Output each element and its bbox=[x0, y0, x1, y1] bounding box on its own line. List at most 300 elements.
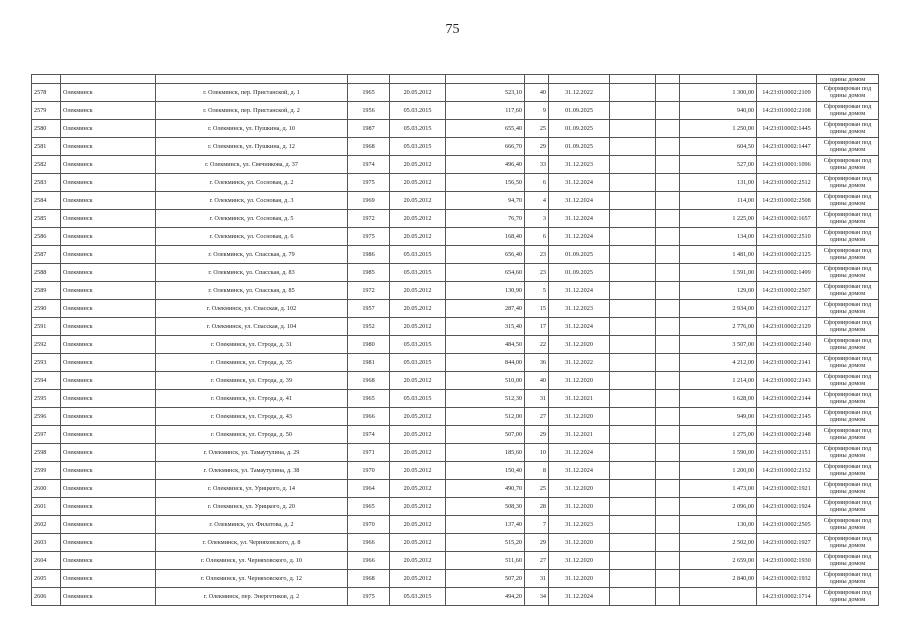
cell-note: Сформирован под одины домом bbox=[817, 408, 879, 426]
cell-year: 1968 bbox=[348, 372, 390, 390]
cell-cadastral-number: 14:23:010002:1447 bbox=[757, 138, 817, 156]
cell-deadline: 31.12.2024 bbox=[549, 318, 610, 336]
cell-note: Сформирован под одины домом bbox=[817, 570, 879, 588]
cell-cadastral-number: 14:23:010002:1657 bbox=[757, 210, 817, 228]
continuation-row bbox=[32, 75, 879, 84]
cell-empty bbox=[610, 426, 656, 444]
cell-deadline: 31.12.2020 bbox=[549, 372, 610, 390]
table-row bbox=[32, 570, 879, 588]
cell-area: 655,40 bbox=[446, 120, 525, 138]
table-row bbox=[32, 372, 879, 390]
cell-cadastral-number: 14:23:010002:2143 bbox=[757, 372, 817, 390]
cell-deadline: 31.12.2024 bbox=[549, 192, 610, 210]
cell-amount: 1 200,00 bbox=[680, 462, 757, 480]
cell-cadastral-number: 14:23:010002:2140 bbox=[757, 336, 817, 354]
cell-empty bbox=[656, 462, 680, 480]
cell-number: 2595 bbox=[32, 390, 61, 408]
table-row bbox=[32, 516, 879, 534]
cell-cadastral-number: 14:23:010002:2108 bbox=[757, 102, 817, 120]
cell-number: 2605 bbox=[32, 570, 61, 588]
cell-number: 2589 bbox=[32, 282, 61, 300]
cell-area: 656,40 bbox=[446, 246, 525, 264]
cell-empty bbox=[610, 462, 656, 480]
cell-district: Олекминск bbox=[61, 264, 156, 282]
cell-date-registered: 20.05.2012 bbox=[390, 282, 446, 300]
cell-note: Сформирован под одины домом bbox=[817, 498, 879, 516]
cell-year: 1975 bbox=[348, 588, 390, 606]
cell-year: 1965 bbox=[348, 390, 390, 408]
cell-date-registered: 20.05.2012 bbox=[390, 84, 446, 102]
cell-number: 2603 bbox=[32, 534, 61, 552]
cell-area: 168,40 bbox=[446, 228, 525, 246]
cell-area: 137,40 bbox=[446, 516, 525, 534]
table-row bbox=[32, 102, 879, 120]
cell-number: 2602 bbox=[32, 516, 61, 534]
cell-number: 2585 bbox=[32, 210, 61, 228]
cell-year: 1974 bbox=[348, 426, 390, 444]
cell-empty bbox=[610, 210, 656, 228]
cell-empty bbox=[610, 588, 656, 606]
cell-wear-percent: 8 bbox=[525, 462, 549, 480]
table-row bbox=[32, 264, 879, 282]
cell-date-registered: 20.05.2012 bbox=[390, 300, 446, 318]
cell-empty bbox=[610, 480, 656, 498]
cell-year: 1987 bbox=[348, 120, 390, 138]
cell-empty bbox=[610, 444, 656, 462]
cell-note: Сформирован под одины домом bbox=[817, 264, 879, 282]
cell-district: Олекминск bbox=[61, 192, 156, 210]
cell-year: 1974 bbox=[348, 156, 390, 174]
cell-cadastral-number: 14:23:010002:1921 bbox=[757, 480, 817, 498]
cell-district: Олекминск bbox=[61, 336, 156, 354]
cell-area: 130,90 bbox=[446, 282, 525, 300]
cell-date-registered: 20.05.2012 bbox=[390, 156, 446, 174]
table-row bbox=[32, 174, 879, 192]
cell-wear-percent: 6 bbox=[525, 174, 549, 192]
cell-deadline: 31.12.2020 bbox=[549, 480, 610, 498]
cell-deadline: 31.12.2024 bbox=[549, 444, 610, 462]
table-row bbox=[32, 390, 879, 408]
cell-number: 2583 bbox=[32, 174, 61, 192]
cell-note: Сформирован под одины домом bbox=[817, 210, 879, 228]
cell-empty bbox=[610, 372, 656, 390]
cell-address: г. Олекминск, ул. Черняховского, д. 8 bbox=[156, 534, 348, 552]
cell-cadastral-number: 14:23:010002:1445 bbox=[757, 120, 817, 138]
cell-number: 2580 bbox=[32, 120, 61, 138]
cell-empty bbox=[656, 426, 680, 444]
cell-year: 1975 bbox=[348, 174, 390, 192]
cell-address: г. Олекминск, ул. Строда, д. 43 bbox=[156, 408, 348, 426]
cell-cadastral-number: 14:23:010002:1714 bbox=[757, 588, 817, 606]
cell-empty bbox=[656, 408, 680, 426]
cell-area: 287,40 bbox=[446, 300, 525, 318]
cell-cadastral-number: 14:23:010002:2512 bbox=[757, 174, 817, 192]
cell-date-registered: 20.05.2012 bbox=[390, 426, 446, 444]
cell-number: 2604 bbox=[32, 552, 61, 570]
cell-date-registered: 05.03.2015 bbox=[390, 354, 446, 372]
cell-date-registered: 20.05.2012 bbox=[390, 516, 446, 534]
cell-empty bbox=[610, 354, 656, 372]
cell-district: Олекминск bbox=[61, 390, 156, 408]
cell-address: г. Олекминск, пер. Пристанской, д. 2 bbox=[156, 102, 348, 120]
table-row bbox=[32, 300, 879, 318]
cell-area: 515,20 bbox=[446, 534, 525, 552]
cell-wear-percent: 40 bbox=[525, 372, 549, 390]
cell-empty bbox=[656, 84, 680, 102]
table-row bbox=[32, 534, 879, 552]
cell-amount: 1 214,00 bbox=[680, 372, 757, 390]
cell-address: г. Олекминск, ул. Черняховского, д. 10 bbox=[156, 552, 348, 570]
cell-note: Сформирован под одины домом bbox=[817, 246, 879, 264]
cell-deadline: 31.12.2024 bbox=[549, 462, 610, 480]
cell-cadastral-number: 14:23:010001:1096 bbox=[757, 156, 817, 174]
cell-empty bbox=[610, 282, 656, 300]
cell-amount bbox=[680, 588, 757, 606]
cell-note: Сформирован под одины домом bbox=[817, 282, 879, 300]
cell-address: г. Олекминск, ул. Спасская, д. 102 bbox=[156, 300, 348, 318]
table-row bbox=[32, 462, 879, 480]
cell-cadastral-number: 14:23:010002:2129 bbox=[757, 318, 817, 336]
cell-amount: 2 502,00 bbox=[680, 534, 757, 552]
cell-empty bbox=[656, 318, 680, 336]
table-row bbox=[32, 480, 879, 498]
cell-amount: 2 840,00 bbox=[680, 570, 757, 588]
cell-year: 1966 bbox=[348, 408, 390, 426]
cell-empty bbox=[610, 120, 656, 138]
cell-amount: 949,00 bbox=[680, 408, 757, 426]
cell-number: 2594 bbox=[32, 372, 61, 390]
cell-wear-percent: 31 bbox=[525, 570, 549, 588]
cell-wear-percent: 3 bbox=[525, 210, 549, 228]
cell-address: г. Олекминск, ул. Урицкого, д. 20 bbox=[156, 498, 348, 516]
cell-year: 1965 bbox=[348, 84, 390, 102]
cell-year: 1970 bbox=[348, 516, 390, 534]
cell-year: 1968 bbox=[348, 138, 390, 156]
cell-area: 496,40 bbox=[446, 156, 525, 174]
cell-date-registered: 20.05.2012 bbox=[390, 228, 446, 246]
cell-year: 1966 bbox=[348, 534, 390, 552]
cell-empty bbox=[610, 138, 656, 156]
cell-empty bbox=[656, 264, 680, 282]
cell-deadline: 01.09.2025 bbox=[549, 246, 610, 264]
cell-empty bbox=[610, 300, 656, 318]
cell-address: г. Олекминск, пер. Пристанской, д. 1 bbox=[156, 84, 348, 102]
cell-date-registered: 05.03.2015 bbox=[390, 390, 446, 408]
cell-note: Сформирован под одины домом bbox=[817, 372, 879, 390]
cell-wear-percent: 7 bbox=[525, 516, 549, 534]
cell-empty bbox=[656, 552, 680, 570]
cell-empty bbox=[656, 390, 680, 408]
cell-empty bbox=[656, 192, 680, 210]
cell-year: 1970 bbox=[348, 462, 390, 480]
cell-address: г. Олекминск, ул. Тамаутулина, д. 29 bbox=[156, 444, 348, 462]
cell-area: 523,10 bbox=[446, 84, 525, 102]
cell-district: Олекминск bbox=[61, 588, 156, 606]
cell-amount: 2 659,00 bbox=[680, 552, 757, 570]
cell-address: г. Олекминск, ул. Спасская, д. 104 bbox=[156, 318, 348, 336]
cell-wear-percent: 22 bbox=[525, 336, 549, 354]
cell-district: Олекминск bbox=[61, 174, 156, 192]
cell-district: Олекминск bbox=[61, 138, 156, 156]
cell-cadastral-number: 14:23:010002:2145 bbox=[757, 408, 817, 426]
cell-empty bbox=[610, 534, 656, 552]
cell-empty bbox=[610, 246, 656, 264]
cell-address: г. Олекминск, пер. Энергетиков, д. 2 bbox=[156, 588, 348, 606]
cell-area: 185,60 bbox=[446, 444, 525, 462]
cell-empty bbox=[656, 120, 680, 138]
cell-deadline: 31.12.2021 bbox=[549, 390, 610, 408]
cell-wear-percent: 31 bbox=[525, 390, 549, 408]
cell-district: Олекминск bbox=[61, 354, 156, 372]
cell-note: Сформирован под одины домом bbox=[817, 192, 879, 210]
cell-number: 2579 bbox=[32, 102, 61, 120]
cell-empty bbox=[610, 570, 656, 588]
cell-cadastral-number: 14:23:010002:2125 bbox=[757, 246, 817, 264]
table-row bbox=[32, 210, 879, 228]
cell-number: 2581 bbox=[32, 138, 61, 156]
cell-empty bbox=[656, 300, 680, 318]
cell-address: г. Олекминск, ул. Сосновая, д. 6 bbox=[156, 228, 348, 246]
cell-number: 2600 bbox=[32, 480, 61, 498]
table-row bbox=[32, 192, 879, 210]
cell-number: 2586 bbox=[32, 228, 61, 246]
cell-amount: 2 934,00 bbox=[680, 300, 757, 318]
registry-table bbox=[31, 74, 879, 606]
cell-address: г. Олекминск, ул. Сосновая, д. 3 bbox=[156, 192, 348, 210]
cell-deadline: 31.12.2024 bbox=[549, 210, 610, 228]
cell-wear-percent: 25 bbox=[525, 120, 549, 138]
cell-deadline: 01.09.2025 bbox=[549, 264, 610, 282]
cell-number: 2591 bbox=[32, 318, 61, 336]
cell-date-registered: 20.05.2012 bbox=[390, 480, 446, 498]
cell-empty bbox=[656, 444, 680, 462]
cell-amount: 134,00 bbox=[680, 228, 757, 246]
cell-date-registered: 05.03.2015 bbox=[390, 138, 446, 156]
cell-date-registered: 20.05.2012 bbox=[390, 192, 446, 210]
cell-district: Олекминск bbox=[61, 552, 156, 570]
cell-number: 2599 bbox=[32, 462, 61, 480]
cell-empty bbox=[656, 570, 680, 588]
cell-note: Сформирован под одины домом bbox=[817, 354, 879, 372]
cell-address: г. Олекминск, ул. Строда, д. 35 bbox=[156, 354, 348, 372]
cell-area: 484,50 bbox=[446, 336, 525, 354]
cell-wear-percent: 40 bbox=[525, 84, 549, 102]
cell-number: 2593 bbox=[32, 354, 61, 372]
cell-number: 2592 bbox=[32, 336, 61, 354]
cell-empty bbox=[610, 498, 656, 516]
cell-empty bbox=[610, 336, 656, 354]
cell-number: 2590 bbox=[32, 300, 61, 318]
cell-empty bbox=[656, 138, 680, 156]
cell-amount: 1 628,00 bbox=[680, 390, 757, 408]
cell-note: Сформирован под одины домом bbox=[817, 444, 879, 462]
cell-deadline: 31.12.2024 bbox=[549, 588, 610, 606]
cell-amount: 131,00 bbox=[680, 174, 757, 192]
cell-wear-percent: 34 bbox=[525, 588, 549, 606]
cell-deadline: 01.09.2025 bbox=[549, 102, 610, 120]
cell-address: г. Олекминск, ул. Черняховского, д. 12 bbox=[156, 570, 348, 588]
cell-empty bbox=[610, 174, 656, 192]
cell-district: Олекминск bbox=[61, 426, 156, 444]
cell-cadastral-number: 14:23:010002:2109 bbox=[757, 84, 817, 102]
cell-empty bbox=[656, 282, 680, 300]
cell-empty bbox=[656, 588, 680, 606]
cell-wear-percent: 15 bbox=[525, 300, 549, 318]
cell-wear-percent: 27 bbox=[525, 552, 549, 570]
cell-deadline: 31.12.2023 bbox=[549, 516, 610, 534]
cell-date-registered: 20.05.2012 bbox=[390, 408, 446, 426]
cell-date-registered: 05.03.2015 bbox=[390, 264, 446, 282]
cell-cadastral-number: 14:23:010002:2141 bbox=[757, 354, 817, 372]
cell-wear-percent: 29 bbox=[525, 138, 549, 156]
cell-district: Олекминск bbox=[61, 444, 156, 462]
cell-district: Олекминск bbox=[61, 516, 156, 534]
cell-note: Сформирован под одины домом bbox=[817, 390, 879, 408]
cell-address: г. Олекминск, ул. Пушкина, д. 10 bbox=[156, 120, 348, 138]
cell-address: г. Олекминск, ул. Строда, д. 50 bbox=[156, 426, 348, 444]
cell-note: Сформирован под одины домом bbox=[817, 300, 879, 318]
cell-district: Олекминск bbox=[61, 570, 156, 588]
cell-deadline: 31.12.2020 bbox=[549, 336, 610, 354]
cell-district: Олекминск bbox=[61, 372, 156, 390]
cell-address: г. Олекминск, ул. Строда, д. 31 bbox=[156, 336, 348, 354]
cell-year: 1957 bbox=[348, 300, 390, 318]
cell-deadline: 01.09.2025 bbox=[549, 120, 610, 138]
cell-date-registered: 20.05.2012 bbox=[390, 318, 446, 336]
cell-deadline: 31.12.2022 bbox=[549, 354, 610, 372]
cell-wear-percent: 25 bbox=[525, 480, 549, 498]
cell-year: 1966 bbox=[348, 552, 390, 570]
cell-deadline: 31.12.2024 bbox=[549, 174, 610, 192]
cell-note: Сформирован под одины домом bbox=[817, 102, 879, 120]
cell-area: 666,70 bbox=[446, 138, 525, 156]
cell-area: 508,30 bbox=[446, 498, 525, 516]
cell-deadline: 31.12.2024 bbox=[549, 228, 610, 246]
table-row bbox=[32, 336, 879, 354]
cell-note: Сформирован под одины домом bbox=[817, 228, 879, 246]
cell-date-registered: 20.05.2012 bbox=[390, 372, 446, 390]
cell-district: Олекминск bbox=[61, 300, 156, 318]
cell-amount: 2 776,00 bbox=[680, 318, 757, 336]
cell-date-registered: 05.03.2015 bbox=[390, 246, 446, 264]
cell-empty bbox=[656, 516, 680, 534]
cell-date-registered: 05.03.2015 bbox=[390, 588, 446, 606]
cell-note: Сформирован под одины домом bbox=[817, 336, 879, 354]
cell-district: Олекминск bbox=[61, 534, 156, 552]
cell-deadline: 31.12.2021 bbox=[549, 426, 610, 444]
cell-cadastral-number: 14:23:010002:2144 bbox=[757, 390, 817, 408]
cell-cadastral-number: 14:23:010002:2508 bbox=[757, 192, 817, 210]
cell-year: 1965 bbox=[348, 498, 390, 516]
cell-wear-percent: 27 bbox=[525, 408, 549, 426]
cell-number: 2606 bbox=[32, 588, 61, 606]
cell-number: 2601 bbox=[32, 498, 61, 516]
cell-cadastral-number: 14:23:010002:1499 bbox=[757, 264, 817, 282]
cell-note: Сформирован под одины домом bbox=[817, 516, 879, 534]
cell-district: Олекминск bbox=[61, 408, 156, 426]
cell-empty bbox=[656, 210, 680, 228]
cell-deadline: 31.12.2020 bbox=[549, 552, 610, 570]
table-row bbox=[32, 138, 879, 156]
cell-wear-percent: 5 bbox=[525, 282, 549, 300]
table-row bbox=[32, 246, 879, 264]
cell-note: Сформирован под одины домом bbox=[817, 156, 879, 174]
cell-wear-percent: 23 bbox=[525, 264, 549, 282]
cell-district: Олекминск bbox=[61, 156, 156, 174]
cell-district: Олекминск bbox=[61, 498, 156, 516]
cell-cadastral-number: 14:23:010002:1927 bbox=[757, 534, 817, 552]
cell-deadline: 01.09.2025 bbox=[549, 138, 610, 156]
cell-number: 2598 bbox=[32, 444, 61, 462]
cell-note: Сформирован под одины домом bbox=[817, 120, 879, 138]
cell-address: г. Олекминск, ул. Спасская, д. 79 bbox=[156, 246, 348, 264]
cell-wear-percent: 10 bbox=[525, 444, 549, 462]
cell-empty bbox=[610, 102, 656, 120]
cell-empty bbox=[656, 174, 680, 192]
cell-wear-percent: 23 bbox=[525, 246, 549, 264]
cell-cadastral-number: 14:23:010002:2152 bbox=[757, 462, 817, 480]
cell-address: г. Олекминск, ул. Тамаутулина, д. 38 bbox=[156, 462, 348, 480]
cell-note: Сформирован под одины домом bbox=[817, 174, 879, 192]
cell-area: 512,00 bbox=[446, 408, 525, 426]
cell-deadline: 31.12.2023 bbox=[549, 300, 610, 318]
cell-area: 76,70 bbox=[446, 210, 525, 228]
cell-amount: 1 591,00 bbox=[680, 264, 757, 282]
cell-date-registered: 20.05.2012 bbox=[390, 444, 446, 462]
cell-year: 1975 bbox=[348, 228, 390, 246]
cell-amount: 1 473,00 bbox=[680, 480, 757, 498]
cell-wear-percent: 4 bbox=[525, 192, 549, 210]
cell-empty bbox=[610, 516, 656, 534]
cell-year: 1964 bbox=[348, 480, 390, 498]
table-row bbox=[32, 354, 879, 372]
cell-note: Сформирован под одины домом bbox=[817, 462, 879, 480]
cell-cadastral-number: 14:23:010002:2510 bbox=[757, 228, 817, 246]
cell-year: 1981 bbox=[348, 354, 390, 372]
cell-empty bbox=[656, 156, 680, 174]
cell-note: Сформирован под одины домом bbox=[817, 318, 879, 336]
cell-amount: 130,00 bbox=[680, 516, 757, 534]
cell-district: Олекминск bbox=[61, 228, 156, 246]
cell-empty bbox=[610, 390, 656, 408]
cell-address: г. Олекминск, ул. Строда, д. 41 bbox=[156, 390, 348, 408]
cell-year: 1972 bbox=[348, 210, 390, 228]
cell-district: Олекминск bbox=[61, 210, 156, 228]
cell-amount: 3 507,00 bbox=[680, 336, 757, 354]
cell-empty bbox=[656, 336, 680, 354]
cell-year: 1968 bbox=[348, 570, 390, 588]
cell-year: 1969 bbox=[348, 192, 390, 210]
cell-cadastral-number: 14:23:010002:1930 bbox=[757, 552, 817, 570]
cell-date-registered: 05.03.2015 bbox=[390, 120, 446, 138]
cell-wear-percent: 33 bbox=[525, 156, 549, 174]
table-row bbox=[32, 408, 879, 426]
cell-note: Сформирован под одины домом bbox=[817, 426, 879, 444]
cell-cadastral-number: 14:23:010002:2505 bbox=[757, 516, 817, 534]
cell-empty bbox=[610, 192, 656, 210]
cell-area: 510,00 bbox=[446, 372, 525, 390]
cell-wear-percent: 29 bbox=[525, 534, 549, 552]
cell-note: Сформирован под одины домом bbox=[817, 84, 879, 102]
table-row bbox=[32, 588, 879, 606]
cell-cadastral-number: 14:23:010002:2507 bbox=[757, 282, 817, 300]
cell-note: Сформирован под одины домом bbox=[817, 588, 879, 606]
cell-amount: 1 250,00 bbox=[680, 120, 757, 138]
cell-district: Олекминск bbox=[61, 120, 156, 138]
cell-amount: 4 212,00 bbox=[680, 354, 757, 372]
cell-district: Олекминск bbox=[61, 246, 156, 264]
cell-note: Сформирован под одины домом bbox=[817, 138, 879, 156]
